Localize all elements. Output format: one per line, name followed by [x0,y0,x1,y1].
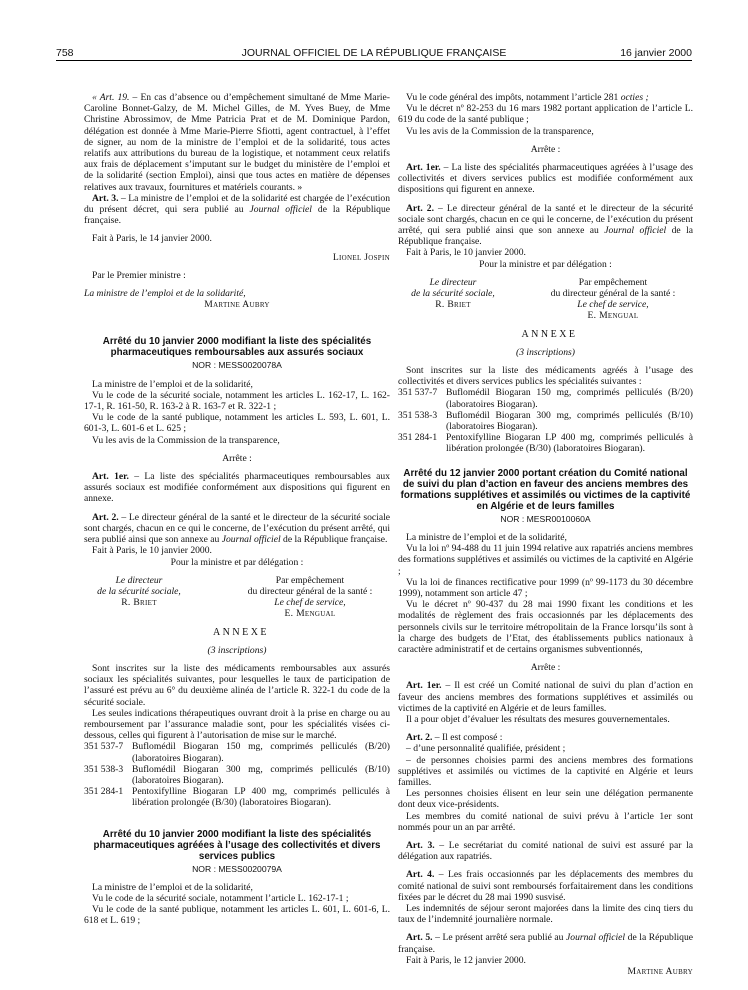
premier-ministre-line: Par le Premier ministre : [92,269,186,281]
visa: La ministre de l’emploi et de la solidarité, [92,378,253,390]
arrete-word: Arrête : [530,662,561,674]
arrete-2-art-1: Art. 1er. – La liste des spécialités pharmaceutiques agréées à l’usage des collectivités et divers services publics est modifiée conformément aux dispositions qui figurent en annexe. [398,162,694,196]
arrete-3-art-4: Art. 4. – Les frais occasionnés par les déplacements des membres du comité national de suivi sont remboursés forfaitairement dans les conditions fixées par le décret du 28 mai 1990 susvisé. [398,869,694,903]
inscriptions-count: (3 inscriptions) [516,346,575,358]
paragraph: Les indemnités de séjour seront majorées dans la limite des cinq tiers du taux de l’indemnité journalière normale. [398,902,693,926]
page-number: 758 [56,47,74,59]
visa: Vu le code de la santé publique, notamment les articles L. 593, L. 601, L. 601-3, L. 601-6 et L. 625 ; [84,412,390,435]
right-column [398,92,693,977]
arrete-1-nor: NOR : MESS0020078A [192,360,282,371]
list-item: 351 537-7 Buflomédil Biogaran 150 mg, comprimés pelliculés (B/20) (laboratoires Biogaran). [84,741,390,764]
arrete-word: Arrête : [222,452,252,464]
visa: Vu le code de la santé publique, notamment les articles L. 601, L. 601-6, L. 618 et L. 619 ; [84,904,390,927]
article-3: Art. 3. – La ministre de l’emploi et de la solidarité est chargée de l’exécution du présent décret, qui sera publié au Journal officiel de la République française. [84,192,391,227]
journal-title: JOURNAL OFFICIEL DE LA RÉPUBLIQUE FRANÇAISE [241,47,507,59]
paragraph: Les membres du comité national de suivi prévu à l’article 1er sont nommés pour un an par arrêté. [398,810,693,833]
delegation-line: Pour la ministre et par délégation : [170,556,304,568]
inscriptions-count: (3 inscriptions) [207,644,267,656]
arrete-word: Arrête : [530,143,561,155]
visa: Vu le décret nº 90-437 du 28 mai 1990 fixant les conditions et les modalités de règlement des frais occasionnés par les déplacements des personnels civils sur le territoire métropolitain de la France lorsqu’ils sont à la charge des budgets de l’Etat, des établissements publics nationaux à caractère administratif et de certains organismes subventionnés, [398,599,693,655]
fait-a-paris: Fait à Paris, le 10 janvier 2000. [406,247,526,259]
visa: Vu le code général des impôts, notamment l’article 281 octies ; [406,92,649,103]
annexe-heading: ANNEXE [521,328,578,340]
visa: Vu la loi de finances rectificative pour 1999 (nº 99-1173 du 30 décembre 1999), notamment son article 47 ; [398,576,693,599]
list-item: 351 537-7 Buflomédil Biogaran 150 mg, comprimés pelliculés (B/20) (laboratoires Biogaran). [398,387,693,410]
left-column [84,92,390,927]
list-item: 351 538-3 Buflomédil Biogaran 300 mg, comprimés pelliculés (B/10) (laboratoires Biogaran). [398,409,693,433]
arrete-3-nor: NOR : MESR0010060A [500,513,591,524]
arrete-2-art-2: Art. 2. – Le directeur général de la santé et le directeur de la sécurité sociale sont chargés, chacun en ce qui le concerne, de l’exécution du présent arrêté, qui sera publié ainsi que son annexe au Journal officiel de la République française. [398,202,693,248]
annexe-indications: Les seules indications thérapeutiques ouvrant droit à la prise en charge ou au remboursement par l’assurance maladie sont, pour les spécialités visées ci-dessous, celles qui figurent à l’autorisation de mise sur le marché. [84,707,390,742]
ministre-title: La ministre de l’emploi et de la solidarité, [84,288,246,300]
signature-block: Le directeur de la sécurité sociale, R. Briet Par empêchement du directeur général de la santé : Le chef de service, E. Mengual [97,574,373,620]
visa: Vu les avis de la Commission de la transparence, [406,125,594,137]
signatory: Lionel Jospin [332,251,390,263]
delegation-line: Pour la ministre et par délégation : [479,258,612,270]
list-item: 351 284-1 Pentoxifylline Biogaran LP 400 mg, comprimés pelliculés à libération prolongée (B/30) (laboratoires Biogaran). [84,786,390,809]
annexe-intro: Sont inscrites sur la liste des médicaments remboursables aux assurés sociaux les spécialités suivantes, pour lesquelles le taux de participation de l’assuré est prévu au 6° du deuxième alinéa de l’article R. 322-1 du code de la sécurité sociale. [84,662,390,708]
visa: Vu les avis de la Commission de la transparence, [92,434,280,446]
arrete-3-art-2: Art. 2. – Il est composé : [406,732,503,744]
page-header [56,46,692,60]
arrete-3-art-3: Art. 3. – Le secrétariat du comité national de suivi est assuré par la délégation aux rapatriés. [398,839,693,863]
visa: Vu le décret nº 82-253 du 16 mars 1982 portant application de l’article L. 619 du code de la santé publique ; [398,103,693,126]
visa: Vu le code de la sécurité sociale, notamment les articles L. 162-17, L. 162-17-1, R. 161-50, R. 163-2 à R. 163-7 et R. 322-1 ; [84,389,390,413]
fait-a-paris: Fait à Paris, le 10 janvier 2000. [92,545,212,557]
paragraph: Les personnes choisies élisent en leur sein une délégation permanente dont deux vice-présidents. [398,788,693,811]
fait-a-paris: Fait à Paris, le 14 janvier 2000. [92,233,212,245]
arrete-2-title: Arrêté du 10 janvier 2000 modifiant la liste des spécialités pharmaceutiques agréées à l’usage des collectivités et divers services publics [93,828,381,862]
list-item: 351 538-3 Buflomédil Biogaran 300 mg, comprimés pelliculés (B/10) (laboratoires Biogaran). [84,763,390,786]
list-dash: – d’une personnalité qualifiée, président ; [406,743,566,755]
header-rule [56,60,692,61]
list-dash: – de personnes choisies parmi des anciens membres des formations supplétives et assimilés ou victimes de la captivité en Algérie et leurs familles. [398,754,693,788]
visa: Vu la loi nº 94-488 du 11 juin 1994 relative aux rapatriés anciens membres des formations supplétives et assimilés ou victimes de la captivité en Algérie ; [398,543,693,577]
visa: La ministre de l’emploi et de la solidarité, [92,881,253,893]
arrete-3-art-5: Art. 5. – Le présent arrêté sera publié au Journal officiel de la République française. [398,932,694,955]
ministre-name: Martine Aubry [204,299,270,311]
visa: Vu le code de la sécurité sociale, notamment l’article L. 162-17-1 ; [92,892,349,904]
arrete-1-art-1: Art. 1er. – La liste des spécialités pharmaceutiques remboursables aux assurés sociaux est modifiée conformément aux dispositions qui figurent en annexe. [84,471,390,505]
annexe-heading: ANNEXE [212,626,270,638]
paragraph: Il a pour objet d’évaluer les résultats des mesures gouvernementales. [406,713,670,725]
visa: La ministre de l’emploi et de la solidarité, [406,531,567,543]
arrete-1-art-2: Art. 2. – Le directeur général de la santé et le directeur de la sécurité sociale sont chargés, chacun en ce qui le concerne, de l’exécution du présent arrêté, qui sera publié ainsi que son annexe au Journal officiel de la République française. [84,511,391,546]
signatory: Martine Aubry [627,966,693,977]
issue-date: 16 janvier 2000 [620,47,692,59]
arrete-1-title: Arrêté du 10 janvier 2000 modifiant la liste des spécialités pharmaceutiques remboursables aux assurés sociaux [102,336,372,359]
arrete-3-art-1: Art. 1er. – Il est créé un Comité national de suivi du plan d’action en faveur des anciens membres des formations supplétives et assimilés ou victimes de la captivité en Algérie et de leurs familles. [398,680,693,714]
list-item: 351 284-1 Pentoxifylline Biogaran LP 400 mg, comprimés pelliculés à libération prolongée (B/30) (laboratoires Biogaran). [398,432,693,455]
arrete-2-nor: NOR : MESS0020079A [192,863,282,874]
article-19: « Art. 19. – En cas d’absence ou d’empêchement simultané de Mme Marie-Caroline Bonnet-Galzy, de M. Michel Gilles, de M. Yves Buey, de Mme Christine Abrossimov, de Mme Patricia Prat et de M. Dominique Pardon, délégation est donnée à Mme Marie-Pierre Sfiotti, agent contractuel, à l’effet de signer, au nom de la ministre de l’emploi et de la solidarité, tous actes relatifs aux attributions du bureau de la logistique, et notamment ceux relatifs aux frais de déplacement s’imputant sur le budget du ministère de l’emploi et de la solidarité (section Emploi), ainsi que tous actes en matière de dépenses relatives aux travaux, fournitures et matériels courants. » [84,92,391,193]
annexe-intro: Sont inscrites sur la liste des médicaments agréés à l’usage des collectivités et divers services publics les spécialités suivantes : [398,365,693,388]
fait-a-paris: Fait à Paris, le 12 janvier 2000. [406,954,526,966]
signature-block: Le directeur de la sécurité sociale, R. Briet Par empêchement du directeur général de la santé : Le chef de service, E. Mengual [411,276,676,322]
arrete-3-title: Arrêté du 12 janvier 2000 portant création du Comité national de suivi du plan d’action en faveur des anciens membres des formations supplétives et assimilés ou victimes de la captivité en Algérie et de leurs familles [400,467,691,512]
